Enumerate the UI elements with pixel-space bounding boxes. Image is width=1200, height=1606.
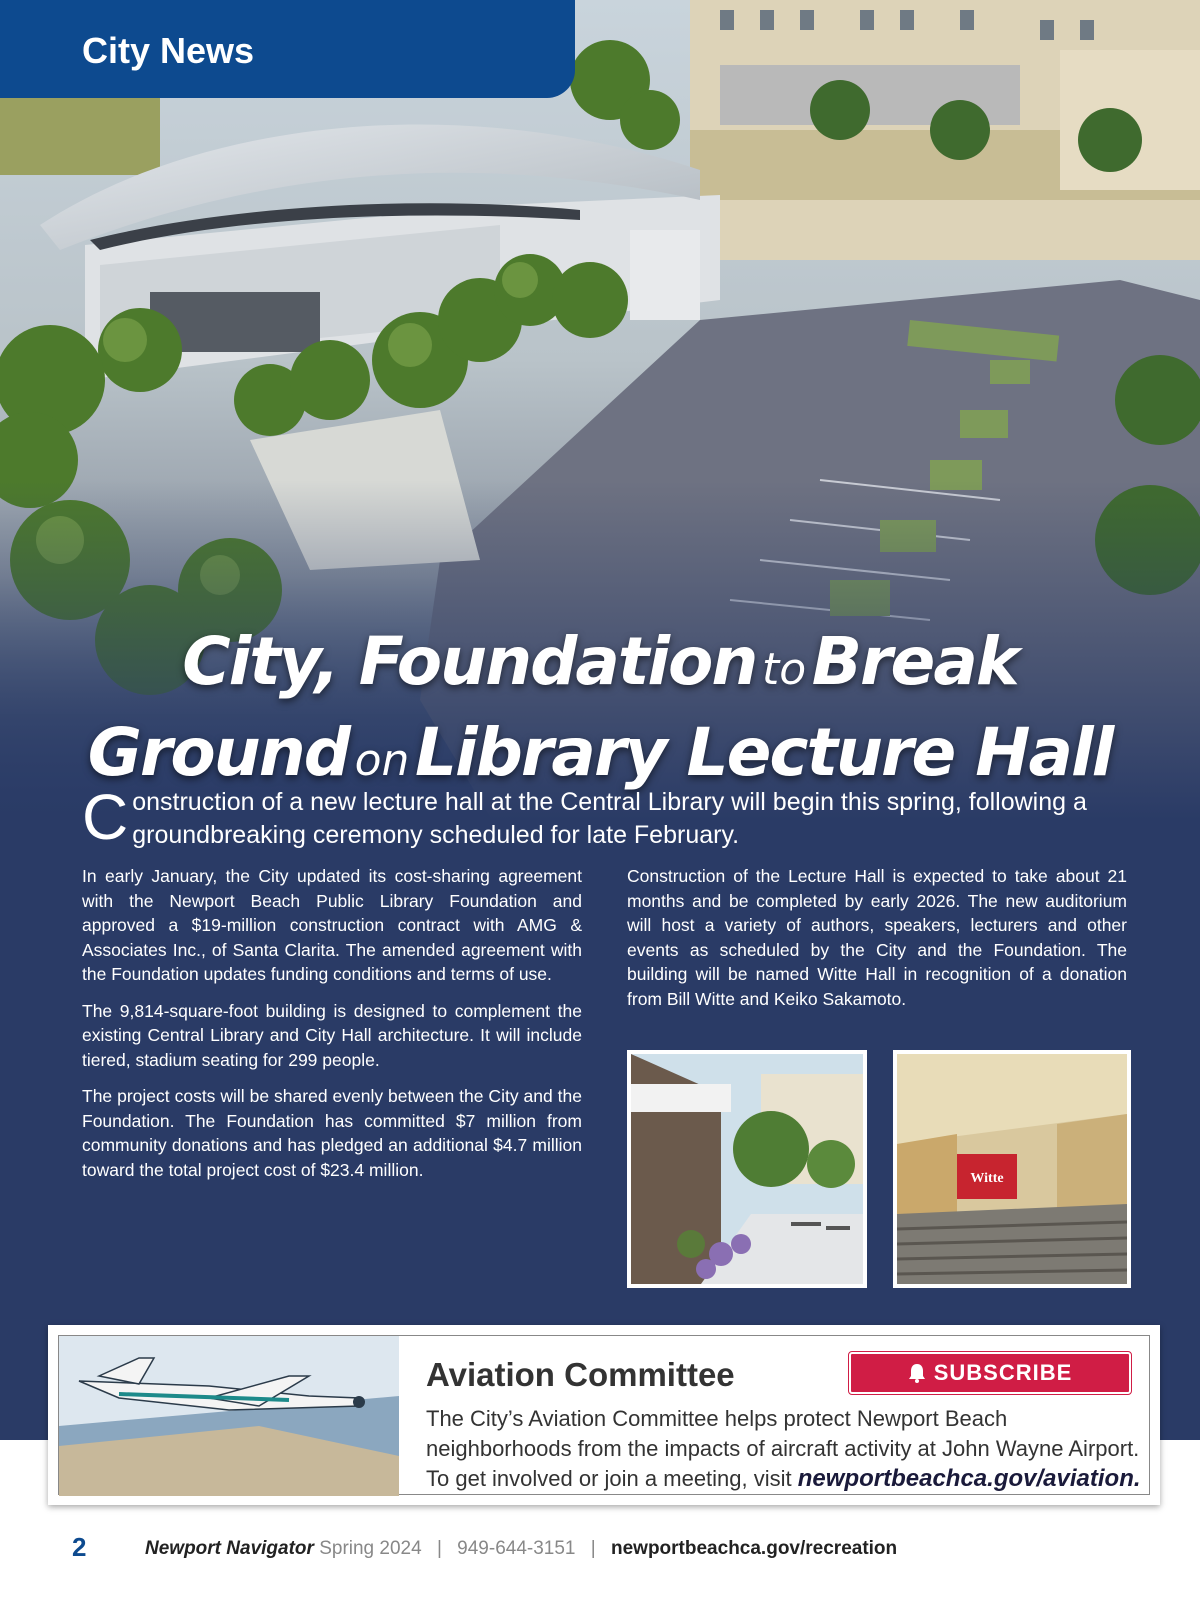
headline-part-2: to <box>761 644 807 695</box>
exterior-photo <box>627 1050 867 1288</box>
article-headline <box>0 625 1200 807</box>
auditorium-photo <box>893 1050 1131 1288</box>
article-lead <box>82 781 1132 853</box>
auditorium-screen-label: Witte <box>970 1171 1004 1186</box>
ad-frame <box>58 1335 1150 1495</box>
auditorium-rendering-icon <box>897 1054 1127 1284</box>
ad-title: Aviation Committee <box>426 1356 735 1393</box>
left-column <box>82 864 582 1194</box>
section-label: City News <box>82 30 255 71</box>
subscribe-label: SUBSCRIBE <box>933 1360 1073 1385</box>
headline-part-4: Ground <box>87 714 349 791</box>
lead-text: onstruction of a new lecture hall at the Central Library will begin this spring, following a groundbreaking ceremony scheduled for late February. <box>132 788 1087 849</box>
headline-part-3: Break <box>811 623 1018 700</box>
footer-separator: | <box>590 1538 596 1559</box>
footer-separator: | <box>436 1538 442 1559</box>
publication-name: Newport Navigator <box>145 1538 314 1559</box>
headline-part-5: on <box>354 735 410 786</box>
subscribe-button[interactable] <box>849 1352 1131 1394</box>
headline-part-1: City, Foundation <box>182 623 757 700</box>
ad-body <box>426 1404 1146 1494</box>
page-number: 2 <box>72 1532 87 1562</box>
aviation-link[interactable]: newportbeachca.gov/aviation. <box>797 1465 1141 1492</box>
footer-line <box>145 1538 897 1560</box>
issue-label: Spring 2024 <box>319 1538 422 1559</box>
airplane-coastline-icon <box>59 1336 399 1496</box>
left-paragraph-3: The project costs will be shared evenly between the City and the Foundation. The Foundation has committed $7 million from community donations and has pledged an additional $4.7 million toward the total project cost of $23.4 million. <box>82 1086 582 1180</box>
recreation-link[interactable]: newportbeachca.gov/recreation <box>611 1538 898 1559</box>
right-paragraph-1: Construction of the Lecture Hall is expected to take about 21 months and be completed by early 2026. The new auditorium will host a variety of authors, speakers, lecturers and other events as scheduled by the City and the Foundation. The building will be named Witte Hall in recognition of a donation from Bill Witte and Keiko Sakamoto. <box>627 866 1127 1009</box>
left-paragraph-2: The 9,814-square-foot building is designed to complement the existing Central Library and City Hall architecture. It will include tiered, stadium seating for 299 people. <box>82 1000 582 1070</box>
left-paragraph-1: In early January, the City updated its cost-sharing agreement with the Newport Beach Public Library Foundation and approved a $19-million construction contract with AMG & Associates Inc., of Santa Clarita. The amended agreement with the Foundation updates funding conditions and terms of use. <box>82 866 582 984</box>
aviation-committee-ad <box>48 1325 1160 1505</box>
headline-part-6: Library Lecture Hall <box>414 714 1113 791</box>
bell-icon <box>908 1363 926 1383</box>
courtyard-rendering-icon <box>631 1054 863 1284</box>
right-column <box>627 864 1127 1023</box>
section-header-tab <box>0 0 575 98</box>
phone-number: 949-644-3151 <box>457 1538 576 1559</box>
ad-body-text: The City’s Aviation Committee helps protect Newport Beach neighborhoods from the impacts of aircraft activity at John Wayne Airport. To get involved or join a meeting, visit <box>426 1406 1140 1491</box>
page-footer <box>0 1530 1200 1570</box>
drop-cap: C <box>82 781 129 853</box>
